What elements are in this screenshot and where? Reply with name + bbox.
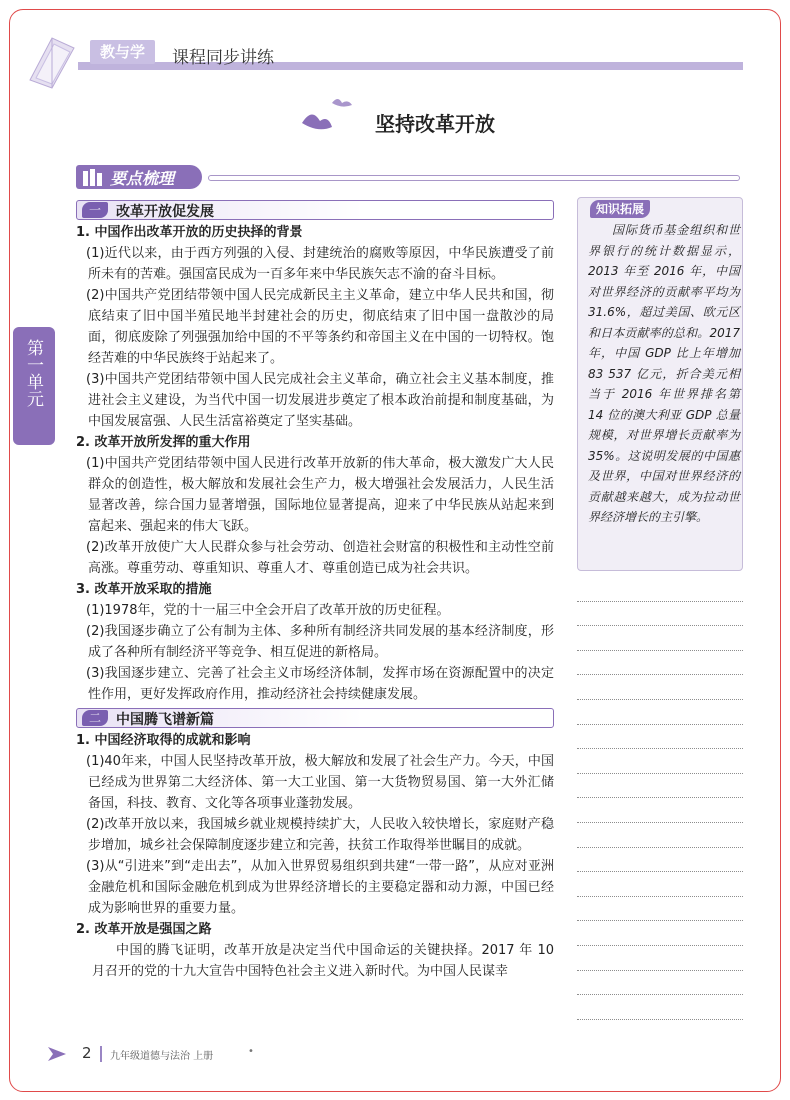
note-line (577, 626, 743, 651)
part1-number: 一 (82, 202, 108, 218)
knowledge-extension-text: 国际货币基金组织和世界银行的统计数据显示，2013 年至 2016 年，中国对世界经济的贡献率平均为 31.6%，超过美国、欧元区和日本贡献率的总和。2017 年，中国 GDP 比上年增加 83 537 亿元，折合美元相当于 2016 年世界排名第 14 位的澳大利亚 GDP 总量规模，对世界增长贡献率为 35%。这说明发展的中国惠及世界，中国对世界经济的贡献越来越大，成为拉动世界经济增长的主引擎。 (588, 223, 740, 524)
part2-paragraph: (2)改革开放以来，我国城乡就业规模持续扩大，人民收入较快增长，家庭财产稳步增加，城乡社会保障制度逐步建立和完善，扶贫工作取得举世瞩目的成就。 (86, 817, 554, 853)
part1-heading-1: 1. 中国作出改革开放的历史抉择的背景 (76, 225, 303, 240)
note-line (577, 946, 743, 971)
footer-separator (100, 1046, 102, 1062)
series-title: 课程同步讲练 (172, 48, 274, 68)
book-stack-icon (82, 168, 106, 186)
note-line (577, 872, 743, 897)
note-line (577, 725, 743, 750)
note-line (577, 848, 743, 873)
part1-paragraph: (1)近代以来，由于西方列强的入侵、封建统治的腐败等原因，中华民族遭受了前所未有的苦难。强国富民成为一百多年来中华民族矢志不渝的奋斗目标。 (86, 246, 554, 282)
footer-dot: • (248, 1046, 254, 1057)
note-line (577, 675, 743, 700)
part1-title: 改革开放促发展 (116, 204, 214, 220)
section-rule (208, 175, 740, 181)
header-band (78, 40, 743, 70)
note-line (577, 823, 743, 848)
part1-paragraph: (3)中国共产党团结带领中国人民完成社会主义革命，确立社会主义基本制度，推进社会主义建设，为当代中国一切发展进步奠定了根本政治前提和制度基础，为中国发展富强、人民生活富裕奠定了坚实基础。 (86, 372, 554, 429)
note-line (577, 921, 743, 946)
note-line (577, 971, 743, 996)
knowledge-extension-title: 知识拓展 (590, 200, 650, 218)
unit-side-tab (13, 327, 55, 445)
page-number: 2 (82, 1044, 92, 1062)
unit-label: 第一单元 (23, 339, 43, 407)
part1-paragraph: (1)中国共产党团结带领中国人民进行改革开放新的伟大革命，极大激发广大人民群众的创造性，极大解放和发展社会生产力，极大增强社会发展活力，人民生活显著改善，综合国力显著增强，国际地位显著提高，迎来了中华民族从站起来到富起来、强起来的伟大飞跃。 (86, 456, 554, 534)
part2-heading-1: 1. 中国经济取得的成就和影响 (76, 733, 251, 748)
main-content (76, 200, 554, 982)
lesson-title: 坚持改革开放 (375, 112, 495, 136)
books-icon (22, 30, 82, 90)
note-line (577, 897, 743, 922)
note-lines (577, 577, 743, 1020)
part1-heading-2: 2. 改革开放所发挥的重大作用 (76, 435, 251, 450)
part1-paragraph: (2)改革开放使广大人民群众参与社会劳动、创造社会财富的积极性和主动性空前高涨。尊重劳动、尊重知识、尊重人才、尊重创造已成为社会共识。 (86, 540, 554, 576)
note-line (577, 602, 743, 627)
knowledge-extension-box (577, 197, 743, 571)
part1-heading-3: 3. 改革开放采取的措施 (76, 582, 212, 597)
page-footer (48, 1044, 748, 1064)
part2-title: 中国腾飞谱新篇 (116, 712, 214, 728)
part2-heading-2: 2. 改革开放是强国之路 (76, 922, 212, 937)
note-line (577, 749, 743, 774)
note-line (577, 651, 743, 676)
note-line (577, 774, 743, 799)
note-line (577, 995, 743, 1020)
part1-paragraph: (2)中国共产党团结带领中国人民完成新民主主义革命，建立中华人民共和国，彻底结束了旧中国半殖民地半封建社会的历史，彻底结束了旧中国一盘散沙的局面，彻底废除了列强强加给中国的不平等条约和帝国主义在中国的一切特权。饱经苦难的中华民族终于站起来了。 (86, 288, 554, 366)
section-header (76, 165, 746, 189)
section-title: 要点梳理 (110, 169, 175, 188)
part2-paragraph: (1)40年来，中国人民坚持改革开放，极大解放和发展了社会生产力。今天，中国已经成为世界第二大经济体、第一大工业国、第一大货物贸易国、第一大外汇储备国，科技、教育、文化等各项事业蓬勃发展。 (86, 754, 554, 811)
arrow-right-icon (48, 1047, 66, 1061)
part1-header (76, 200, 554, 220)
note-line (577, 700, 743, 725)
section-tag (76, 165, 202, 189)
part1-paragraph: (2)我国逐步确立了公有制为主体、多种所有制经济共同发展的基本经济制度，形成了各种所有制经济平等竞争、相互促进的新格局。 (86, 624, 554, 660)
note-line (577, 798, 743, 823)
series-badge: 教与学 (90, 40, 155, 64)
part2-number: 二 (82, 710, 108, 726)
lesson-title-row (0, 108, 790, 137)
part2-paragraph: (3)从“引进来”到“走出去”，从加入世界贸易组织到共建“一带一路”，从应对亚洲金融危机和国际金融危机到成为世界经济增长的主要稳定器和动力源，中国已经成为影响世界的重要力量。 (86, 859, 554, 916)
note-line (577, 577, 743, 602)
part2-paragraph: 中国的腾飞证明，改革开放是决定当代中国命运的关键抉择。2017 年 10 月召开的党的十九大宣告中国特色社会主义进入新时代。为中国人民谋幸 (92, 943, 554, 979)
part1-paragraph: (1)1978年，党的十一届三中全会开启了改革开放的历史征程。 (86, 603, 450, 618)
part2-header (76, 708, 554, 728)
part1-paragraph: (3)我国逐步建立、完善了社会主义市场经济体制，发挥市场在资源配置中的决定性作用，更好发挥政府作用，推动经济社会持续健康发展。 (86, 666, 554, 702)
book-title: 九年级道德与法治 上册 (110, 1051, 214, 1062)
